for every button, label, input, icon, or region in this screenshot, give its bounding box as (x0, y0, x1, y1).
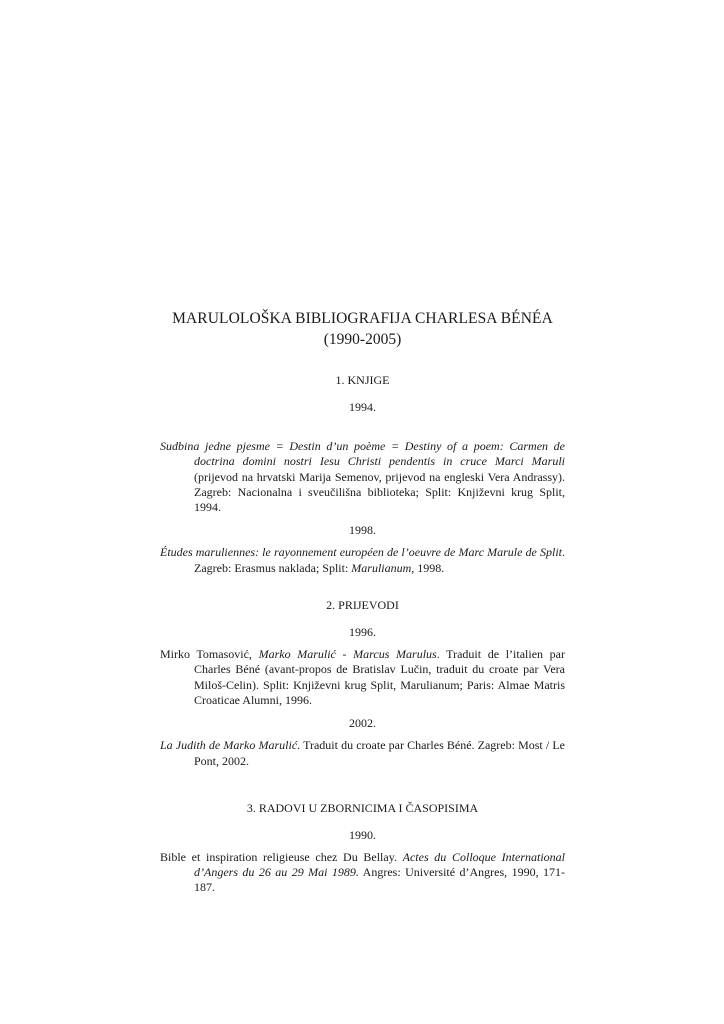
entry-details: (prijevod na hrvatski Marija Semenov, prijevod na engleski Vera Andrassy). Zagreb: Nacionalna i sveučilišna biblioteka; Split: Književni krug Split, 1994. (194, 469, 565, 515)
entry-title: Marko Marulić - Marcus Marulus (258, 647, 437, 662)
entry-author: Mirko Tomasović, (160, 647, 259, 662)
entry-details: . Traduit de l’italien par Charles Béné (avant-propos de Bratislav Lučin, traduit du croate par Vera Miloš-Celin). Split: Književni krug Split, Marulianum; Paris: Almae Matris Croaticae Alumni, 1996. (194, 647, 565, 707)
entry-title: Études maruliennes: le rayonnement européen de l’oeuvre de Marc Marule de Split (160, 545, 562, 560)
section-heading-knjige: 1. KNJIGE (335, 373, 390, 387)
bibliography-entry (160, 439, 565, 515)
entry-article: Bible et inspiration religieuse chez Du Bellay. (160, 849, 403, 864)
entry-title: La Judith de Marko Marulić (160, 738, 298, 753)
entry-year: 1998. (414, 560, 445, 575)
bibliography-entry (160, 647, 565, 708)
bibliography-entry (160, 545, 565, 576)
year-heading: 1996. (349, 625, 376, 640)
document-page (160, 308, 565, 904)
entry-title: Actes du Colloque International d’Angers du 26 au 29 Mai 1989. (194, 849, 565, 880)
year-heading: 1998. (349, 523, 376, 538)
bibliography-entry (160, 850, 565, 896)
page-title: MARULOLOŠKA BIBLIOGRAFIJA CHARLESA BÉNÉA (172, 310, 553, 327)
entry-details: Angres: Université d’Angres, 1990, 171-187. (194, 865, 565, 895)
section-heading-prijevodi: 2. PRIJEVODI (326, 598, 399, 613)
year-heading: 1990. (349, 827, 376, 842)
page-subtitle: (1990-2005) (323, 331, 402, 348)
entry-title: Sudbina jedne pjesme = Destin d’un poème = Destiny of a poem: Carmen de doctrina domini nostri Iesu Christi pendentis in cruce Marci Maruli (160, 439, 565, 469)
year-heading: 1994. (349, 400, 376, 414)
bibliography-entry (160, 738, 565, 769)
section-heading-radovi: 3. RADOVI U ZBORNICIMA I ČASOPISIMA (246, 800, 479, 815)
entry-details: . Zagreb: Erasmus naklada; Split: (194, 545, 565, 575)
year-heading: 2002. (349, 716, 376, 731)
entry-publisher: Marulianum, (351, 560, 415, 575)
entry-details: . Traduit du croate par Charles Béné. Zagreb: Most / Le Pont, 2002. (194, 738, 565, 768)
